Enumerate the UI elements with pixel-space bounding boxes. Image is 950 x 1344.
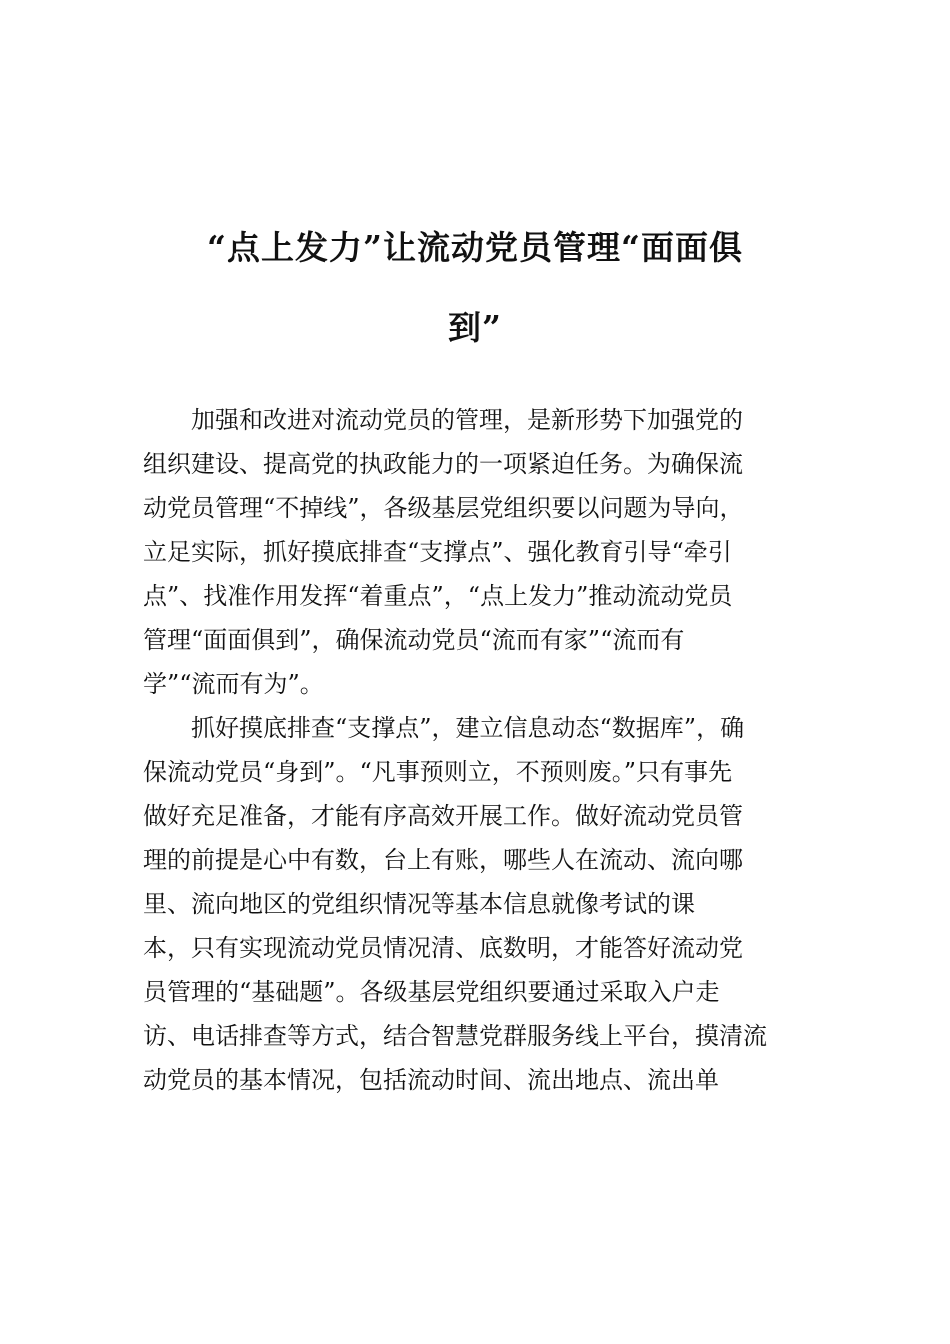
paragraph-line: 抓好摸底排查“支撑点”，建立信息动态“数据库”，确 <box>191 714 745 742</box>
title-line: “点上发力”让流动党员管理“面面俱 <box>207 228 743 267</box>
paragraph-line: 点”、找准作用发挥“着重点”，“点上发力”推动流动党员 <box>143 582 733 610</box>
paragraph-line: 动党员管理“不掉线”，各级基层党组织要以问题为导向， <box>143 494 744 522</box>
paragraph-line: 加强和改进对流动党员的管理，是新形势下加强党的 <box>191 406 743 434</box>
paragraph-line: 做好充足准备，才能有序高效开展工作。做好流动党员管 <box>143 802 743 830</box>
paragraph-line: 本，只有实现流动党员情况清、底数明，才能答好流动党 <box>143 934 743 962</box>
paragraph-line: 学”“流而有为”。 <box>143 670 324 698</box>
paragraph-line: 组织建设、提高党的执政能力的一项紧迫任务。为确保流 <box>143 450 743 478</box>
document-title <box>140 208 810 368</box>
paragraph-line: 动党员的基本情况，包括流动时间、流出地点、流出单 <box>143 1066 719 1094</box>
paragraph-line: 访、电话排查等方式，结合智慧党群服务线上平台，摸清流 <box>143 1022 767 1050</box>
title-line: 到” <box>448 308 502 347</box>
paragraph-1 <box>143 398 803 706</box>
paragraph-line: 立足实际，抓好摸底排查“支撑点”、强化教育引导“牵引 <box>143 538 732 566</box>
paragraph-line: 管理“面面俱到”，确保流动党员“流而有家”“流而有 <box>143 626 685 654</box>
paragraph-line: 理的前提是心中有数，台上有账，哪些人在流动、流向哪 <box>143 846 743 874</box>
document-body <box>143 398 803 1102</box>
paragraph-line: 里、流向地区的党组织情况等基本信息就像考试的课 <box>143 890 695 918</box>
paragraph-2 <box>143 706 803 1102</box>
paragraph-line: 员管理的“基础题”。各级基层党组织要通过采取入户走 <box>143 978 720 1006</box>
paragraph-line: 保流动党员“身到”。“凡事预则立，不预则废。”只有事先 <box>143 758 733 786</box>
